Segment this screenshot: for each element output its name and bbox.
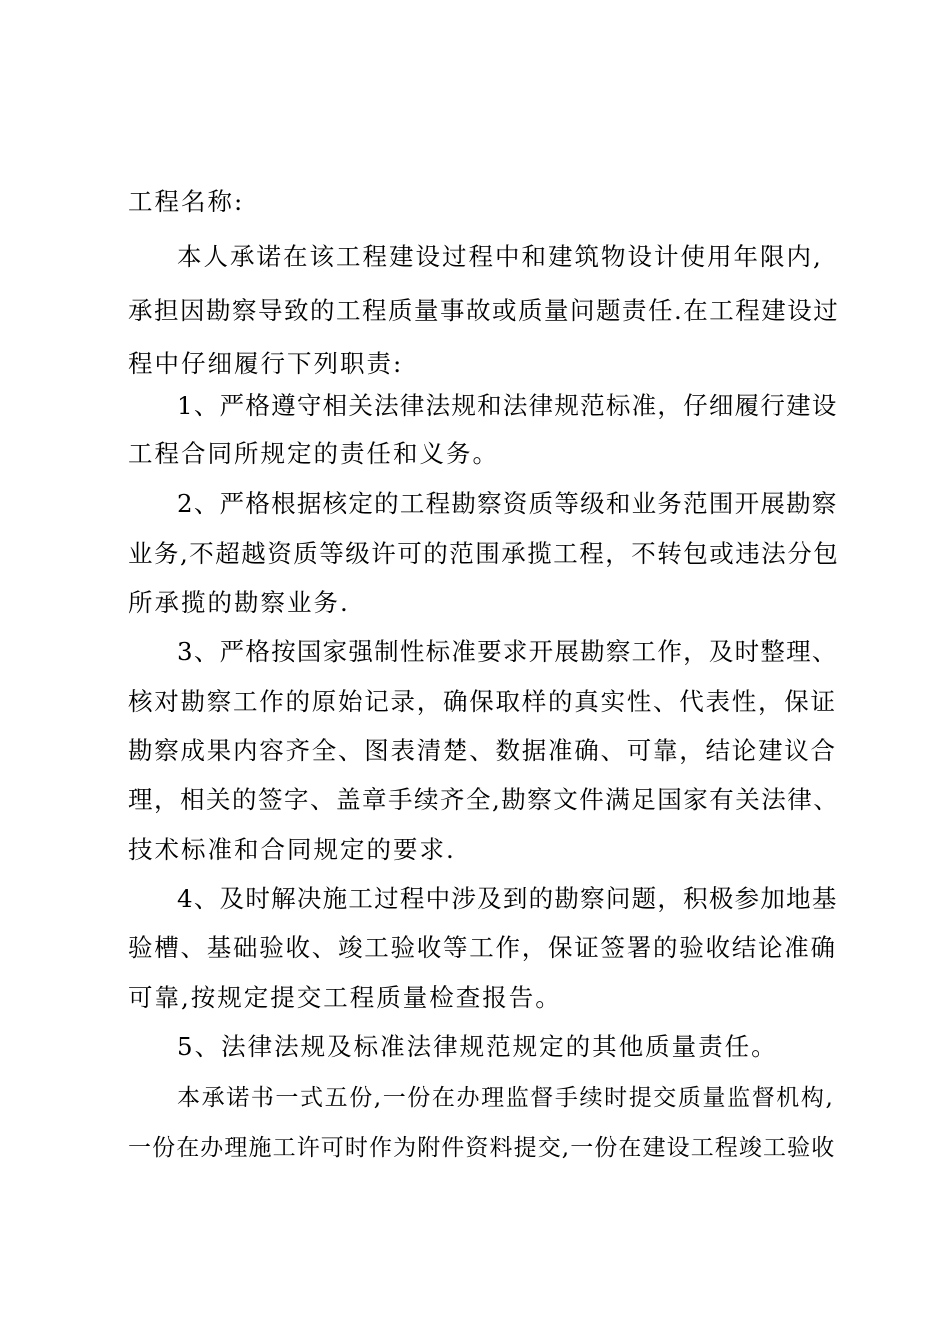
paragraph-line: 承担因勘察导致的工程质量事故或质量问题责任.在工程建设过 — [128, 296, 840, 325]
paragraph-line: 本人承诺在该工程建设过程中和建筑物设计使用年限内, — [177, 242, 823, 271]
paragraph-line: 工程合同所规定的责任和义务。 — [128, 439, 499, 468]
paragraph-line: 理，相关的签字、盖章手续齐全,勘察文件满足国家有关法律、 — [128, 785, 840, 814]
paragraph-line: 1、严格遵守相关法律法规和法律规范标准，仔细履行建设 — [177, 391, 838, 420]
paragraph-line: 一份在办理施工许可时作为附件资料提交,一份在建设工程竣工验收 — [128, 1135, 836, 1161]
paragraph-line: 业务,不超越资质等级许可的范围承揽工程，不转包或违法分包 — [128, 539, 840, 568]
paragraph-line: 程中仔细履行下列职责: — [128, 349, 404, 378]
paragraph-line: 本承诺书一式五份,一份在办理监督手续时提交质量监督机构, — [177, 1085, 835, 1111]
project-name-label: 工程名称: — [128, 187, 245, 216]
paragraph-line: 3、严格按国家强制性标准要求开展勘察工作，及时整理、 — [177, 637, 838, 666]
paragraph-line: 验槽、基础验收、竣工验收等工作，保证签署的验收结论准确 — [128, 933, 837, 962]
paragraph-line: 核对勘察工作的原始记录，确保取样的真实性、代表性，保证 — [128, 687, 837, 716]
paragraph-line: 勘察成果内容齐全、图表清楚、数据准确、可靠，结论建议合 — [128, 736, 837, 765]
paragraph-line: 所承揽的勘察业务. — [128, 588, 350, 617]
paragraph-line: 技术标准和合同规定的要求. — [128, 835, 456, 864]
paragraph-line: 5、法律法规及标准法律规范规定的其他质量责任。 — [177, 1032, 778, 1061]
paragraph-line: 2、严格根据核定的工程勘察资质等级和业务范围开展勘察 — [177, 489, 838, 518]
paragraph-line: 4、及时解决施工过程中涉及到的勘察问题，积极参加地基 — [177, 884, 838, 913]
paragraph-line: 可靠,按规定提交工程质量检查报告。 — [128, 983, 562, 1012]
